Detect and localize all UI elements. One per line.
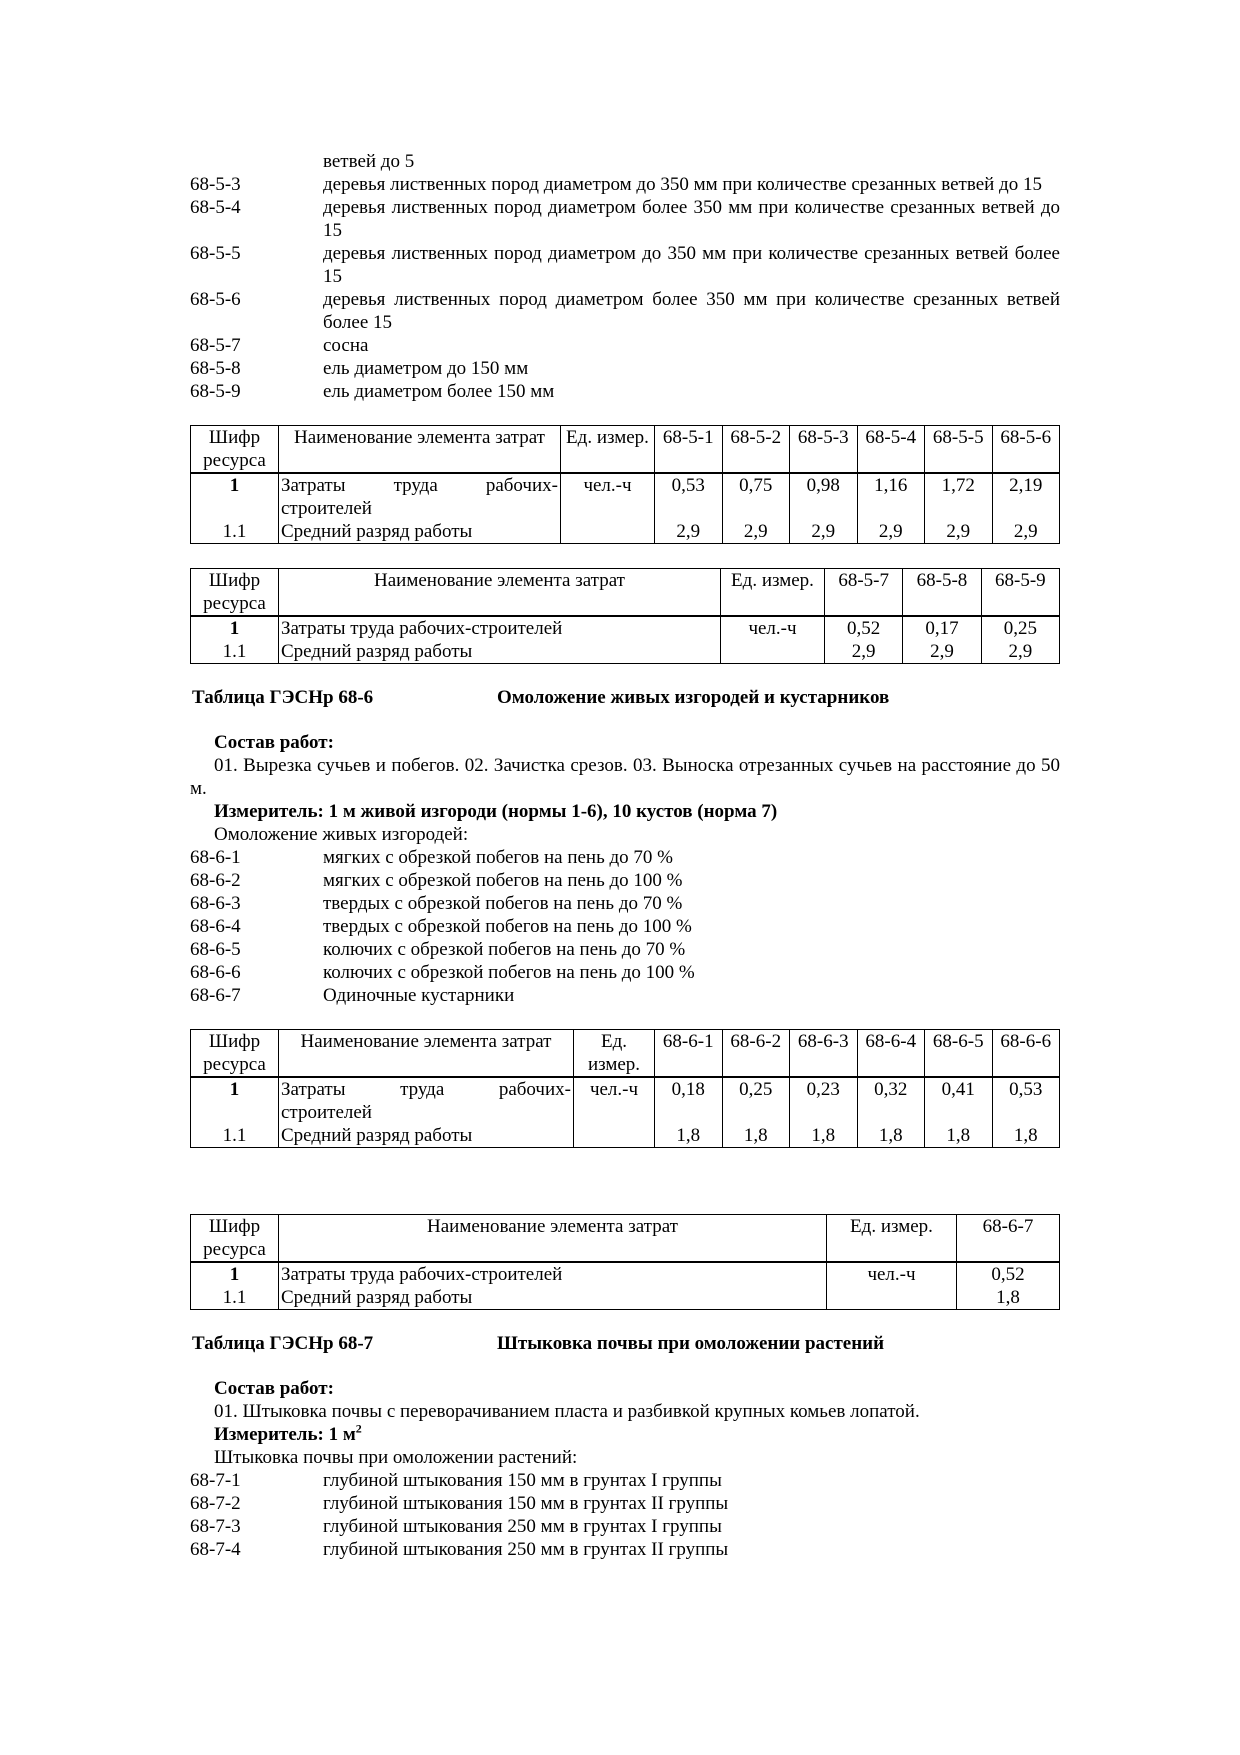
composition-text: 01. Вырезка сучьев и побегов. 02. Зачистка срезов. 03. Выноска отрезанных сучьев на расстояние до 50 м. — [190, 755, 1060, 799]
intro-list — [190, 150, 1060, 403]
list-item — [190, 196, 1060, 242]
header-col: 68-6-4 — [857, 1030, 925, 1078]
row-name: Затраты труда рабочих-строителей — [279, 1262, 827, 1286]
item-text: деревья лиственных пород диаметром до 350 мм при количестве срезанных ветвей до 15 — [323, 174, 1042, 195]
item-code — [190, 150, 323, 173]
row-code: 1.1 — [191, 1124, 279, 1148]
header-col: 68-6-1 — [655, 1030, 723, 1078]
list-item — [190, 892, 1060, 915]
table-label: Таблица ГЭСНр 68-7 — [192, 1333, 374, 1354]
header-name: Наименование элемента затрат — [279, 1215, 827, 1263]
row-value: 0,52 — [825, 616, 903, 640]
row-value: 2,19 — [992, 473, 1060, 520]
row-value: 2,9 — [857, 520, 925, 544]
section-title-68-6 — [190, 686, 1060, 709]
row-value: 0,23 — [790, 1077, 858, 1124]
document-page — [190, 150, 1060, 1561]
row-value: 0,25 — [981, 616, 1059, 640]
row-value: 0,53 — [655, 473, 723, 520]
header-code: Шифр ресурса — [191, 569, 279, 617]
item-text: колючих с обрезкой побегов на пень до 70 % — [323, 939, 686, 960]
row-value: 1,16 — [857, 473, 925, 520]
table-row — [191, 1124, 1060, 1148]
list-item — [190, 380, 1060, 403]
header-col: 68-5-9 — [981, 569, 1059, 617]
row-value: 0,98 — [790, 473, 858, 520]
row-value: 1,72 — [925, 473, 993, 520]
row-unit — [721, 640, 825, 664]
resource-table-68-6-1-6 — [190, 1029, 1060, 1148]
item-text: глубиной штыкования 150 мм в грунтах II группы — [323, 1493, 729, 1514]
item-text: мягких с обрезкой побегов на пень до 70 % — [323, 847, 673, 868]
row-name: Затраты труда рабочих- строителей — [279, 473, 561, 520]
header-col: 68-6-3 — [790, 1030, 858, 1078]
item-text: деревья лиственных пород диаметром более 350 мм при количестве срезанных ветвей до 15 — [323, 197, 1060, 241]
header-col: 68-5-4 — [857, 426, 925, 474]
composition-label: Состав работ: — [214, 732, 334, 753]
row-value: 0,52 — [957, 1262, 1060, 1286]
row-unit — [827, 1286, 957, 1310]
list-item — [190, 1469, 1060, 1492]
row-value: 1,8 — [957, 1286, 1060, 1310]
header-col: 68-5-1 — [655, 426, 723, 474]
resource-table-68-6-7 — [190, 1214, 1060, 1310]
list-item — [190, 357, 1060, 380]
row-value: 0,25 — [722, 1077, 790, 1124]
table-header-row — [191, 426, 1060, 474]
list-item — [190, 984, 1060, 1007]
item-code: 68-6-2 — [190, 870, 241, 891]
table-row — [191, 1286, 1060, 1310]
row-unit — [561, 520, 655, 544]
list-item — [190, 1515, 1060, 1538]
row-name: Затраты труда рабочих-строителей — [279, 616, 721, 640]
table-row — [191, 640, 1060, 664]
composition-text: 01. Штыковка почвы с переворачиванием пласта и разбивкой крупных комьев лопатой. — [214, 1401, 920, 1422]
header-col: 68-5-7 — [825, 569, 903, 617]
table-label: Таблица ГЭСНр 68-6 — [192, 687, 374, 708]
meter-text: Измеритель: 1 м живой изгороди (нормы 1-6), 10 кустов (норма 7) — [214, 801, 778, 822]
list-item — [190, 242, 1060, 288]
row-value: 1,8 — [992, 1124, 1060, 1148]
row-name: Затраты труда рабочих- строителей — [279, 1077, 574, 1124]
header-name: Наименование элемента затрат — [279, 569, 721, 617]
list-item — [190, 846, 1060, 869]
header-col: 68-5-5 — [925, 426, 993, 474]
row-code: 1.1 — [191, 1286, 279, 1310]
group-title: Штыковка почвы при омоложении растений: — [214, 1447, 578, 1468]
item-code: 68-7-1 — [190, 1470, 241, 1491]
item-text: мягких с обрезкой побегов на пень до 100 % — [323, 870, 683, 891]
header-col: 68-5-2 — [722, 426, 790, 474]
item-code: 68-7-3 — [190, 1516, 241, 1537]
row-code: 1.1 — [191, 640, 279, 664]
header-code: Шифр ресурса — [191, 1215, 279, 1263]
list-item — [190, 173, 1060, 196]
row-code: 1 — [191, 473, 279, 520]
item-code: 68-5-9 — [190, 381, 241, 402]
header-unit: Ед. измер. — [561, 426, 655, 474]
resource-table-68-5-1-6 — [190, 425, 1060, 544]
resource-table-68-5-7-9 — [190, 568, 1060, 664]
item-text: ель диаметром до 150 мм — [323, 358, 529, 379]
header-name: Наименование элемента затрат — [279, 426, 561, 474]
row-value: 2,9 — [925, 520, 993, 544]
list-item — [190, 150, 1060, 173]
row-unit: чел.-ч — [827, 1262, 957, 1286]
item-text: Одиночные кустарники — [323, 985, 515, 1006]
list-item — [190, 288, 1060, 334]
item-text: ель диаметром более 150 мм — [323, 381, 555, 402]
table-header-row — [191, 1215, 1060, 1263]
list-item — [190, 1492, 1060, 1515]
item-text: ветвей до 5 — [323, 151, 415, 172]
table-row — [191, 1262, 1060, 1286]
row-value: 2,9 — [903, 640, 981, 664]
list-item — [190, 334, 1060, 357]
item-code: 68-6-6 — [190, 962, 241, 983]
header-col: 68-6-2 — [722, 1030, 790, 1078]
header-code: Шифр ресурса — [191, 426, 279, 474]
item-text: глубиной штыкования 150 мм в грунтах I группы — [323, 1470, 722, 1491]
row-value: 2,9 — [992, 520, 1060, 544]
list-item — [190, 961, 1060, 984]
row-code: 1 — [191, 1077, 279, 1124]
item-code: 68-6-7 — [190, 985, 241, 1006]
group-title: Омоложение живых изгородей: — [214, 824, 469, 845]
norms-list — [190, 846, 1060, 1007]
row-unit — [574, 1124, 655, 1148]
row-name: Средний разряд работы — [279, 520, 561, 544]
row-name: Средний разряд работы — [279, 1124, 574, 1148]
item-code: 68-6-4 — [190, 916, 241, 937]
item-code: 68-6-5 — [190, 939, 241, 960]
list-item — [190, 938, 1060, 961]
item-code: 68-5-8 — [190, 358, 241, 379]
table-header-row — [191, 1030, 1060, 1078]
header-unit: Ед. измер. — [574, 1030, 655, 1078]
section-title-68-7 — [190, 1332, 1060, 1355]
row-value: 2,9 — [825, 640, 903, 664]
header-col: 68-5-6 — [992, 426, 1060, 474]
item-text: глубиной штыкования 250 мм в грунтах II группы — [323, 1539, 729, 1560]
item-code: 68-5-4 — [190, 197, 241, 218]
row-value: 0,41 — [925, 1077, 993, 1124]
header-col: 68-6-6 — [992, 1030, 1060, 1078]
table-row — [191, 616, 1060, 640]
row-value: 0,75 — [722, 473, 790, 520]
item-code: 68-7-4 — [190, 1539, 241, 1560]
item-code: 68-5-5 — [190, 243, 241, 264]
item-code: 68-6-3 — [190, 893, 241, 914]
row-value: 1,8 — [655, 1124, 723, 1148]
item-text: деревья лиственных пород диаметром до 350 мм при количестве срезанных ветвей более 15 — [323, 243, 1060, 287]
composition-label: Состав работ: — [214, 1378, 334, 1399]
row-value: 0,53 — [992, 1077, 1060, 1124]
item-text: колючих с обрезкой побегов на пень до 100 % — [323, 962, 695, 983]
header-col: 68-5-3 — [790, 426, 858, 474]
header-col: 68-6-5 — [925, 1030, 993, 1078]
item-code: 68-5-6 — [190, 289, 241, 310]
row-value: 0,17 — [903, 616, 981, 640]
meter-superscript: 2 — [355, 1421, 362, 1436]
item-code: 68-6-1 — [190, 847, 241, 868]
row-unit: чел.-ч — [561, 473, 655, 520]
row-code: 1.1 — [191, 520, 279, 544]
row-value: 1,8 — [790, 1124, 858, 1148]
norms-list — [190, 1469, 1060, 1561]
row-name: Средний разряд работы — [279, 640, 721, 664]
row-value: 0,32 — [857, 1077, 925, 1124]
header-name: Наименование элемента затрат — [279, 1030, 574, 1078]
meter-text: Измеритель: 1 $м^2$ — [214, 1421, 362, 1445]
header-unit: Ед. измер. — [827, 1215, 957, 1263]
item-text: глубиной штыкования 250 мм в грунтах I группы — [323, 1516, 722, 1537]
row-value: 1,8 — [722, 1124, 790, 1148]
item-text: сосна — [323, 335, 369, 356]
item-text: твердых с обрезкой побегов на пень до 100 % — [323, 916, 692, 937]
row-name: Средний разряд работы — [279, 1286, 827, 1310]
header-col: 68-6-7 — [957, 1215, 1060, 1263]
header-code: Шифр ресурса — [191, 1030, 279, 1078]
table-header-row — [191, 569, 1060, 617]
row-value: 1,8 — [857, 1124, 925, 1148]
row-value: 2,9 — [655, 520, 723, 544]
header-col: 68-5-8 — [903, 569, 981, 617]
item-code: 68-7-2 — [190, 1493, 241, 1514]
row-value: 1,8 — [925, 1124, 993, 1148]
item-text: твердых с обрезкой побегов на пень до 70 % — [323, 893, 683, 914]
row-unit: чел.-ч — [721, 616, 825, 640]
row-value: 2,9 — [790, 520, 858, 544]
table-row — [191, 473, 1060, 520]
row-unit: чел.-ч — [574, 1077, 655, 1124]
item-code: 68-5-7 — [190, 335, 241, 356]
item-text: деревья лиственных пород диаметром более 350 мм при количестве срезанных ветвей более 15 — [323, 289, 1060, 333]
row-value: 0,18 — [655, 1077, 723, 1124]
item-code: 68-5-3 — [190, 174, 241, 195]
list-item — [190, 1538, 1060, 1561]
table-row — [191, 520, 1060, 544]
section-title: Омоложение живых изгородей и кустарников — [497, 687, 890, 708]
header-unit: Ед. измер. — [721, 569, 825, 617]
row-value: 2,9 — [981, 640, 1059, 664]
row-code: 1 — [191, 1262, 279, 1286]
list-item — [190, 869, 1060, 892]
section-title: Штыковка почвы при омоложении растений — [497, 1333, 885, 1354]
row-value: 2,9 — [722, 520, 790, 544]
table-row — [191, 1077, 1060, 1124]
row-code: 1 — [191, 616, 279, 640]
list-item — [190, 915, 1060, 938]
